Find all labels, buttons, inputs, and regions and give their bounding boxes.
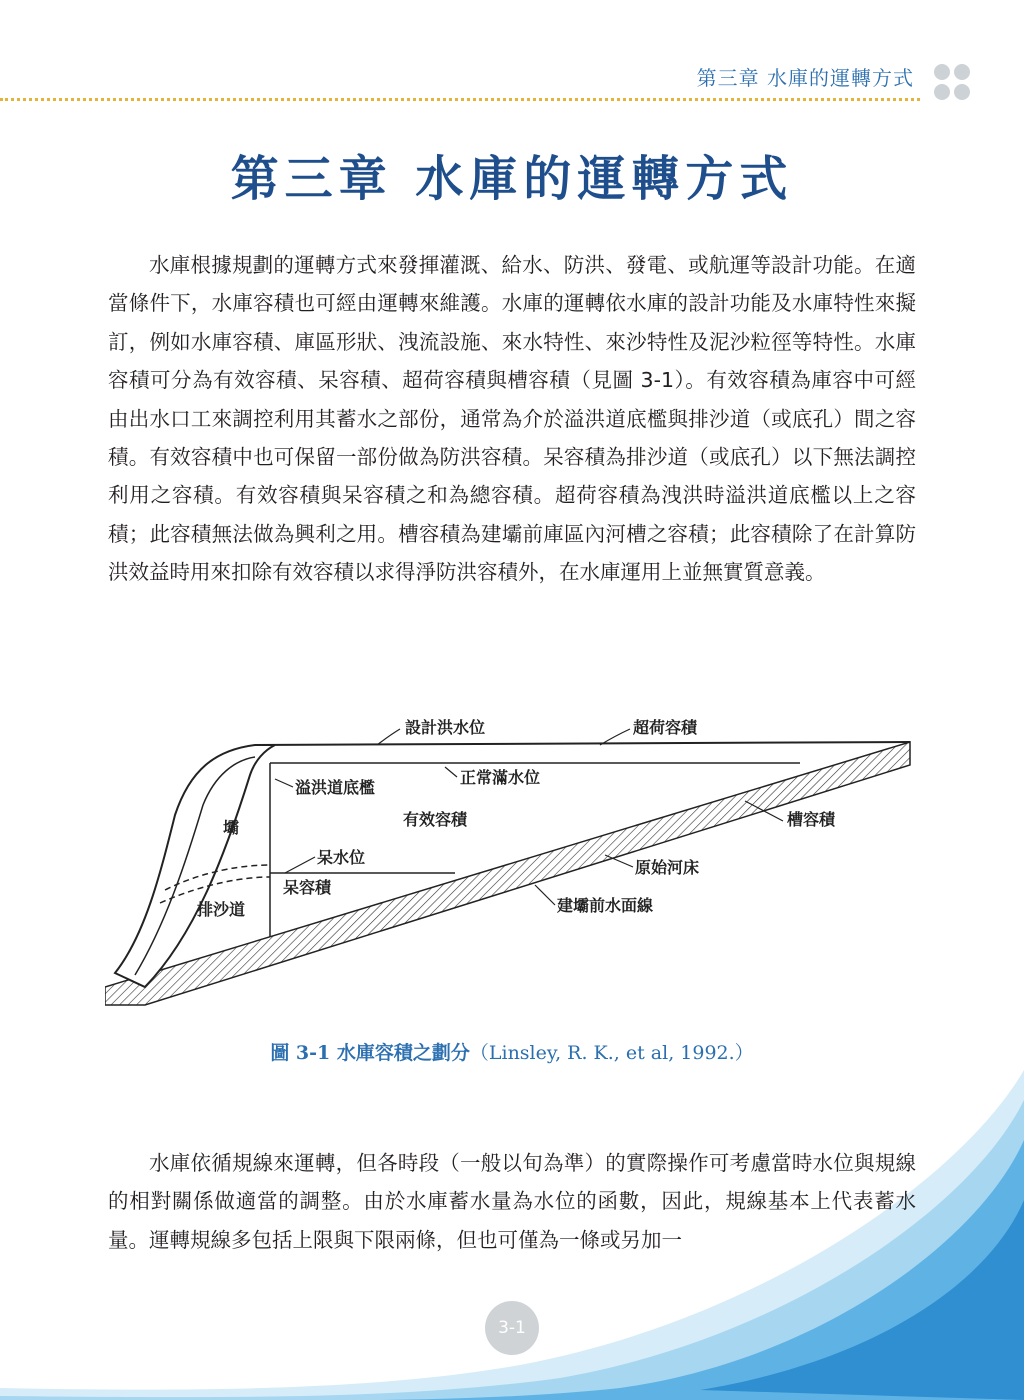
caption-title: 圖 3-1 水庫容積之劃分 [270,1042,470,1064]
label-dead-storage: 呆容積 [283,878,332,897]
design-flood-line [255,742,910,745]
label-surcharge-storage: 超荷容積 [633,718,698,737]
label-original-riverbed: 原始河床 [635,858,700,877]
label-normal-full-level: 正常滿水位 [460,768,541,787]
caption-source: （Linsley, R. K., et al, 1992.） [469,1042,754,1064]
label-pre-dam-water-surface: 建壩前水面線 [557,896,654,915]
label-design-flood-level: 設計洪水位 [405,718,486,737]
page-number: 3-1 [485,1301,539,1355]
label-dead-level: 呆水位 [317,848,366,867]
label-spillway-crest: 溢洪道底檻 [295,778,376,797]
paragraph-2: 水庫依循規線來運轉，但各時段（一般以旬為準）的實際操作可考慮當時水位與規線的相對關係做適當的調整。由於水庫蓄水量為水位的函數，因此，規線基本上代表蓄水量。運轉規線多包括上限與下限兩條，但也可僅為一條或另加一 [108,1151,916,1252]
header-divider [0,98,920,101]
label-dam: 壩 [223,818,240,837]
header-title: 第三章 水庫的運轉方式 [696,66,914,90]
paragraph-1: 水庫根據規劃的運轉方式來發揮灌溉、給水、防洪、發電、或航運等設計功能。在適當條件下，水庫容積也可經由運轉來維護。水庫的運轉依水庫的設計功能及水庫特性來擬訂，例如水庫容積、庫區形狀、洩流設施、來水特性、來沙特性及泥沙粒徑等特性。水庫容積可分為有效容積、呆容積、超荷容積與槽容積（見圖 3-1）。有效容積為庫容中可經由出水口工來調控利用其蓄水之部份，通常為介於溢洪道底檻與排沙道（或底孔）間之容積。有效容積中也可保留一部份做為防洪容積。呆容積為排沙道（或底孔）以下無法調控利用之容積。有效容積與呆容積之和為總容積。超荷容積為洩洪時溢洪道底檻以上之容積；此容積無法做為興利之用。槽容積為建壩前庫區內河槽之容積；此容積除了在計算防洪效益時用來扣除有效容積以求得淨防洪容積外，在水庫運用上並無實質意義。 [108,253,916,585]
label-channel-storage: 槽容積 [787,810,836,829]
label-sluiceway: 排沙道 [197,900,246,919]
reservoir-storage-diagram [105,705,915,1010]
chapter-title: 第三章 水庫的運轉方式 [230,151,794,207]
header-dots-icon [934,64,974,104]
label-effective-storage: 有效容積 [403,810,468,829]
